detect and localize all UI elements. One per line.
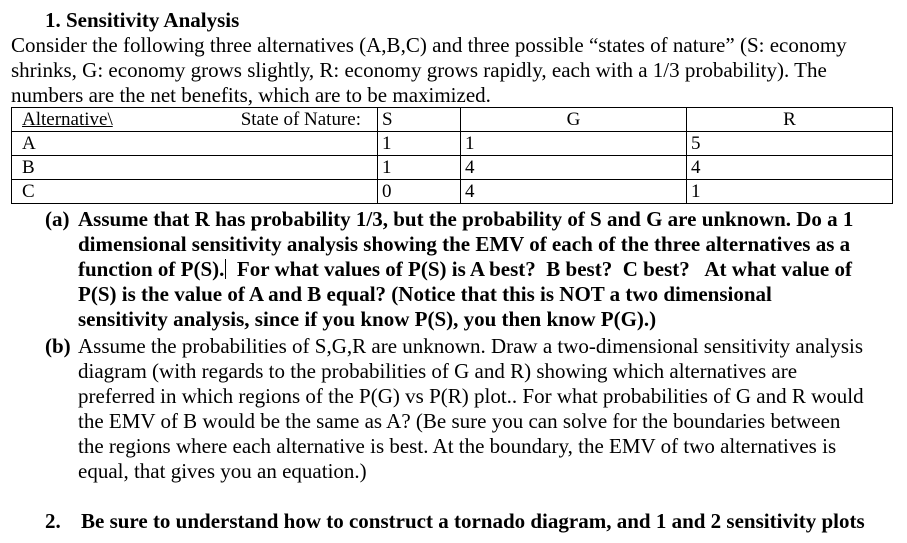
cell-r: 1 — [687, 180, 893, 204]
question-a-line: dimensional sensitivity analysis showing the EMV of each of the three alternatives as a — [78, 232, 851, 256]
intro-line: numbers are the net benefits, which are to be maximized. — [11, 83, 491, 107]
header-g: G — [461, 108, 687, 132]
intro-paragraph — [11, 33, 901, 108]
question-a-line: For what values of P(S) is A best? B best? C best? At what value of — [226, 257, 852, 281]
question-a-line: function of P(S). — [78, 257, 225, 281]
question-b-line: the regions where each alternative is best. At the boundary, the EMV of two alternatives is — [78, 434, 837, 458]
question-a-line: P(S) is the value of A and B equal? (Notice that this is NOT a two dimensional — [78, 282, 772, 306]
cell-g: 4 — [461, 180, 687, 204]
question-b-line: diagram (with regards to the probabilities of G and R) showing which alternatives are — [78, 359, 798, 383]
note-2-number: 2. — [45, 509, 61, 533]
intro-line: Consider the following three alternatives (A,B,C) and three possible “states of nature” (S: economy — [11, 33, 847, 57]
header-state-of-nature: State of Nature: — [240, 108, 361, 130]
intro-line: shrinks, G: economy grows slightly, R: economy grows rapidly, each with a 1/3 probability). The — [11, 58, 827, 82]
row-alternative: B — [12, 156, 378, 180]
question-a-line: Assume that R has probability 1/3, but the probability of S and G are unknown. Do a 1 — [78, 207, 854, 231]
cell-g: 4 — [461, 156, 687, 180]
clipped-header-fragment — [340, 0, 558, 2]
cell-s: 1 — [378, 156, 461, 180]
header-alternative-cell — [12, 108, 378, 132]
cell-s: 0 — [378, 180, 461, 204]
row-alternative: A — [12, 132, 378, 156]
header-s: S — [378, 108, 461, 132]
note-2 — [45, 509, 865, 533]
question-b-line: preferred in which regions of the P(G) vs P(R) plot.. For what probabilities of G and R would — [78, 384, 864, 408]
question-b-line: the EMV of B would be the same as A? (Be sure you can solve for the boundaries between — [78, 409, 841, 433]
table-row — [12, 132, 893, 156]
question-b-tag: (b) — [45, 334, 71, 358]
payoff-table — [11, 107, 893, 204]
table-header-row — [12, 108, 893, 132]
question-b — [45, 334, 895, 484]
question-b-line: equal, that gives you an equation.) — [78, 459, 367, 483]
question-a-line: sensitivity analysis, since if you know P(S), you then know P(G).) — [78, 307, 657, 331]
question-a — [45, 207, 895, 332]
question-b-line: Assume the probabilities of S,G,R are unknown. Draw a two-dimensional sensitivity analysis — [78, 334, 864, 358]
table-row — [12, 180, 893, 204]
note-2-text: Be sure to understand how to construct a tornado diagram, and 1 and 2 sensitivity plots — [81, 509, 865, 533]
cell-r: 4 — [687, 156, 893, 180]
header-r: R — [687, 108, 893, 132]
cell-s: 1 — [378, 132, 461, 156]
section-title: 1. Sensitivity Analysis — [45, 8, 240, 32]
table-row — [12, 156, 893, 180]
question-a-tag: (a) — [45, 207, 70, 231]
cell-g: 1 — [461, 132, 687, 156]
header-alternative: Alternative\ — [22, 108, 113, 130]
cell-r: 5 — [687, 132, 893, 156]
row-alternative: C — [12, 180, 378, 204]
